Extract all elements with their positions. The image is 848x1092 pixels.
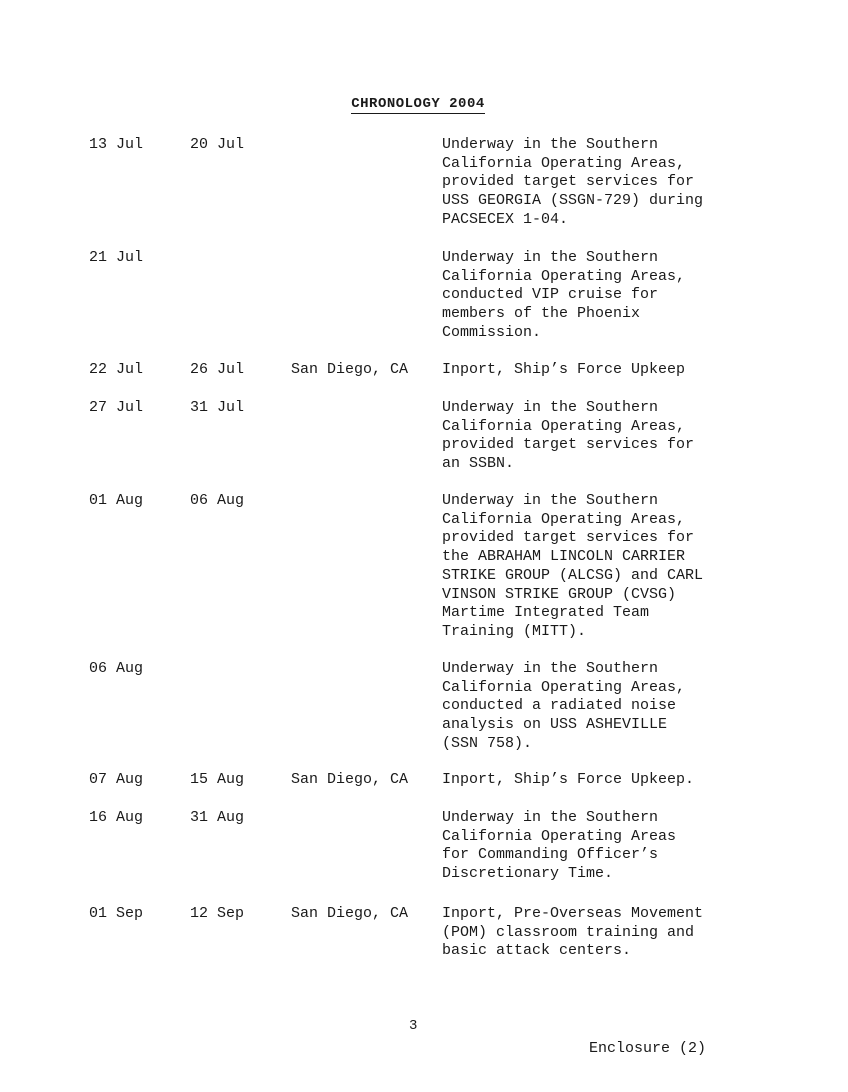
document-title: CHRONOLOGY 2004 (351, 96, 485, 112)
page-number: 3 (409, 1018, 418, 1034)
entry-end-date: 20 Jul (190, 136, 245, 153)
entry-description: Underway in the Southern California Operating Areas for Commanding Officer’s Discretionary Time. (442, 809, 677, 883)
entry-start-date: 01 Sep (89, 905, 144, 922)
entry-end-date: 12 Sep (190, 905, 245, 922)
entry-description: Inport, Ship’s Force Upkeep. (442, 771, 695, 788)
entry-description: Underway in the Southern California Operating Areas, conducted VIP cruise for members of the Phoenix Commission. (442, 249, 686, 341)
document-title-block (0, 96, 836, 112)
entry-end-date: 15 Aug (190, 771, 245, 788)
entry-location: San Diego, CA (291, 361, 409, 378)
entry-start-date: 22 Jul (89, 361, 144, 378)
entry-start-date: 06 Aug (89, 660, 144, 677)
entry-start-date: 01 Aug (89, 492, 144, 509)
entry-start-date: 16 Aug (89, 809, 144, 826)
entry-end-date: 31 Jul (190, 399, 245, 416)
entry-description: Underway in the Southern California Operating Areas, conducted a radiated noise analysis on USS ASHEVILLE (SSN 758). (442, 660, 686, 752)
entry-description: Underway in the Southern California Operating Areas, provided target services for the ABRAHAM LINCOLN CARRIER STRIKE GROUP (ALCSG) and CARL VINSON STRIKE GROUP (CVSG) Martime Integrated Team Training (MITT). (442, 492, 704, 640)
entry-description: Underway in the Southern California Operating Areas, provided target services for an SSBN. (442, 399, 695, 473)
entry-start-date: 07 Aug (89, 771, 144, 788)
entry-end-date: 06 Aug (190, 492, 245, 509)
entry-end-date: 26 Jul (190, 361, 245, 378)
entry-location: San Diego, CA (291, 905, 409, 922)
entry-end-date: 31 Aug (190, 809, 245, 826)
entry-start-date: 13 Jul (89, 136, 144, 153)
entry-description: Inport, Pre-Overseas Movement (POM) classroom training and basic attack centers. (442, 905, 704, 960)
entry-start-date: 21 Jul (89, 249, 144, 266)
entry-start-date: 27 Jul (89, 399, 144, 416)
entry-location: San Diego, CA (291, 771, 409, 788)
entry-description: Inport, Ship’s Force Upkeep (442, 361, 686, 378)
enclosure-label: Enclosure (2) (589, 1040, 707, 1057)
entry-description: Underway in the Southern California Operating Areas, provided target services for USS GEORGIA (SSGN-729) during PACSECEX 1-04. (442, 136, 704, 228)
